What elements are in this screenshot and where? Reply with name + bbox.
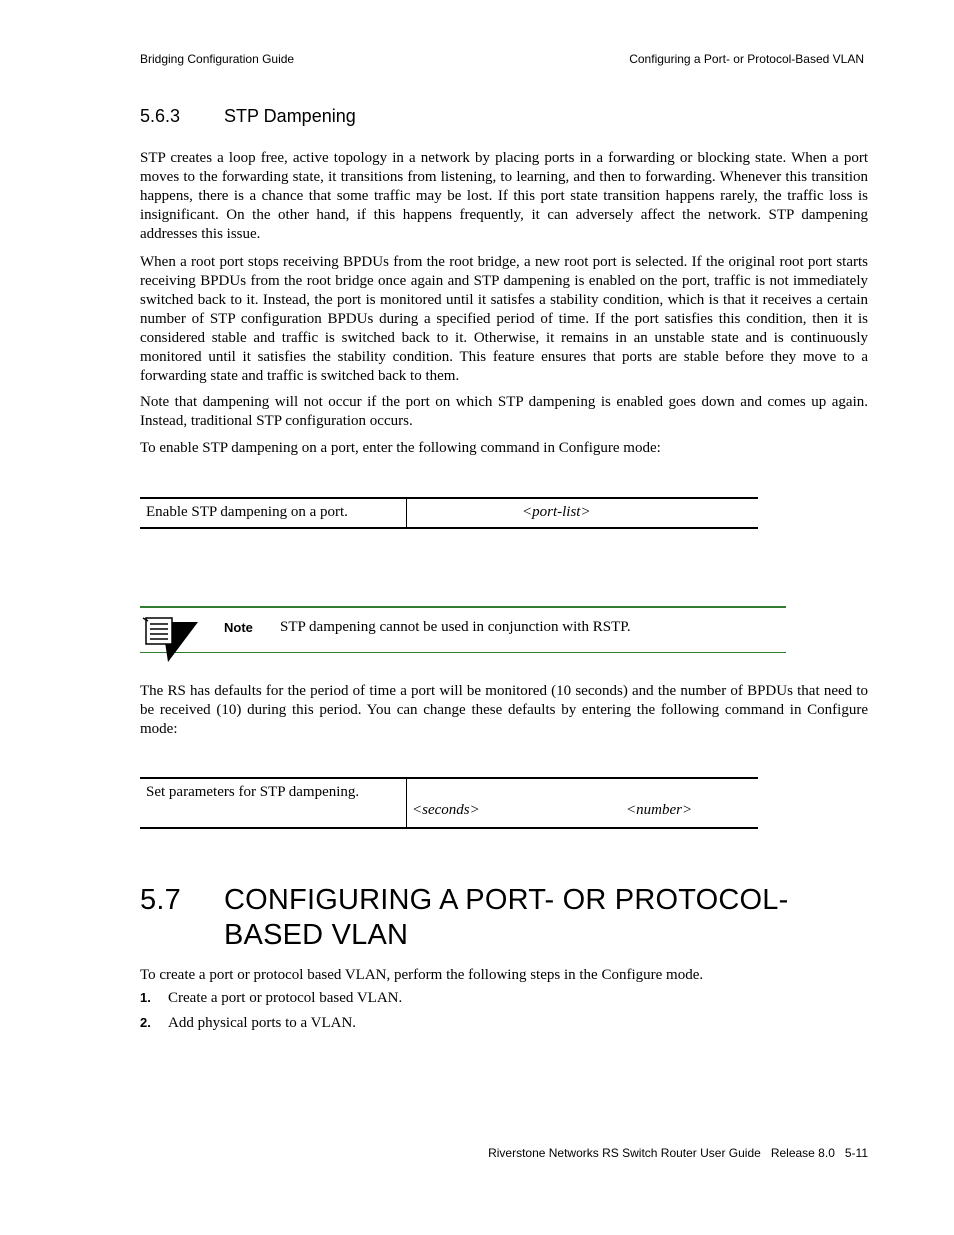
paragraph-2: When a root port stops receiving BPDUs from the root bridge, a new root port is selected. If the original root port starts receiving BPDUs from the root bridge once again and STP dampening is enabled on the port, traffic is not immediately switched back to it. Instead, the port is monitored until it satisfes a stability condition, which is that it receives a certain number of STP configuration BPDUs during a specified period of time. If the port satisfies this condition, then it is considered stable and traffic is switched back to it. Otherwise, it remains in an unstable state and is continuously monitored until it satisfies the stability condition. This feature ensures that ports are stable before they move to a forwarding state and traffic is switched back to them. [140,254,868,384]
note-box [140,606,786,653]
section-intro: To create a port or protocol based VLAN, perform the following steps in the Configure mode. [140,967,704,983]
running-header-left: Bridging Configuration Guide [140,52,295,66]
command-description-cell [140,499,407,527]
section-title: CONFIGURING A PORT- OR PROTOCOL-BASED VLAN [224,884,789,951]
running-header-right: Configuring a Port- or Protocol-Based VLAN [629,52,864,66]
note-text: STP dampening cannot be used in conjunction with RSTP. [280,619,631,635]
section-heading [140,106,356,127]
section-number: 5.6.3 [140,106,181,126]
command-table-enable [140,497,758,529]
step-text: Create a port or protocol based VLAN. [168,990,403,1006]
command-arg-port-list: <port-list> [522,504,591,520]
command-description: Set parameters for STP dampening. [146,784,360,800]
note-label: Note [224,620,253,635]
paragraph-4: To enable STP dampening on a port, enter the following command in Configure mode: [140,440,661,456]
command-table-dampening-params [140,777,758,829]
paragraph-defaults: The RS has defaults for the period of time a port will be monitored (10 seconds) and the number of BPDUs that need to be received (10) during this period. You can change these defaults by entering the following command in Configure mode: [140,683,868,737]
step-number: 2. [140,1015,151,1030]
step-number: 1. [140,990,151,1005]
section-number: 5.7 [140,884,181,916]
list-item [140,990,402,1007]
command-description: Enable STP dampening on a port. [146,504,348,520]
command-description-cell [140,779,407,827]
section-title: STP Dampening [224,106,356,126]
note-icon [142,616,200,669]
running-footer: Riverstone Networks RS Switch Router User Guide Release 8.0 5-11 [488,1146,868,1160]
chapter-section-heading [140,883,880,955]
paragraph-3: Note that dampening will not occur if the port on which STP dampening is enabled goes down and comes up again. Instead, traditional STP configuration occurs. [140,394,868,429]
paragraph-1: STP creates a loop free, active topology in a network by placing ports in a forwarding or blocking state. When a port moves to the forwarding state, it transitions from listening, to learning, and then to forwarding. Whenever this transition happens, there is a chance that some traffic may be lost. If this port state transition happens rarely, the traffic loss is insignificant. On the other hand, if this happens frequently, it can adversely affect the network. STP dampening addresses this issue. [140,150,868,242]
list-item [140,1015,356,1032]
command-arg-number: <number> [626,802,693,818]
command-arg-seconds: <seconds> [412,802,480,818]
step-text: Add physical ports to a VLAN. [168,1015,357,1031]
